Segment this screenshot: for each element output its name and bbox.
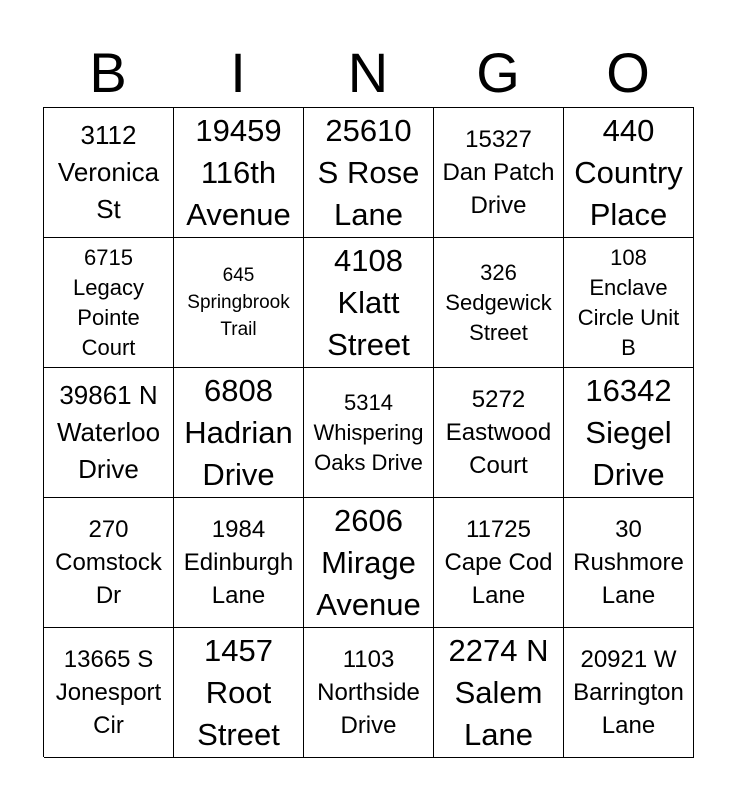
bingo-cell-r3-c5[interactable] — [564, 368, 694, 498]
cell-text: 326 Sedgewick Street — [445, 259, 552, 345]
bingo-cell-r4-c2[interactable] — [174, 498, 304, 628]
cell-text: 1984 Edinburgh Lane — [183, 516, 294, 609]
bingo-cell-r5-c1[interactable] — [44, 628, 174, 758]
cell-text: 1103 Northside Drive — [317, 646, 420, 739]
bingo-header — [43, 40, 693, 106]
bingo-cell-r1-c5[interactable] — [564, 108, 694, 238]
bingo-cell-r2-c3[interactable] — [304, 238, 434, 368]
bingo-cell-r2-c4[interactable] — [434, 238, 564, 368]
bingo-cell-r3-c3[interactable] — [304, 368, 434, 498]
cell-text: 6715 Legacy Pointe Court — [73, 244, 144, 360]
cell-text: 270 Comstock Dr — [55, 516, 162, 609]
header-letter-b: B — [89, 41, 127, 104]
cell-text: 19459 116th Avenue — [186, 112, 291, 232]
bingo-cell-r1-c2[interactable] — [174, 108, 304, 238]
cell-text: 5272 Eastwood Court — [445, 386, 552, 479]
cell-text: 5314 Whispering Oaks Drive — [313, 389, 424, 475]
header-letter-n: N — [347, 41, 389, 104]
cell-text: 16342 Siegel Drive — [585, 372, 672, 492]
bingo-cell-r3-c2[interactable] — [174, 368, 304, 498]
header-letter-g: G — [476, 41, 520, 104]
bingo-cell-r3-c4[interactable] — [434, 368, 564, 498]
cell-text: 645 Springbrook Trail — [187, 265, 290, 340]
cell-text: 20921 W Barrington Lane — [573, 646, 684, 739]
cell-text: 4108 Klatt Street — [327, 242, 410, 362]
bingo-cell-r5-c3[interactable] — [304, 628, 434, 758]
cell-text: 440 Country Place — [574, 112, 683, 232]
cell-text: 13665 S Jonesport Cir — [55, 646, 162, 739]
bingo-cell-r2-c5[interactable] — [564, 238, 694, 368]
bingo-cell-r2-c1[interactable] — [44, 238, 174, 368]
cell-text: 2274 N Salem Lane — [448, 632, 549, 752]
bingo-cell-r1-c4[interactable] — [434, 108, 564, 238]
bingo-cell-r1-c1[interactable] — [44, 108, 174, 238]
cell-text: 11725 Cape Cod Lane — [444, 516, 553, 609]
cell-text: 39861 N Waterloo Drive — [56, 380, 161, 484]
bingo-cell-r1-c3[interactable] — [304, 108, 434, 238]
bingo-cell-r5-c4[interactable] — [434, 628, 564, 758]
bingo-cell-r4-c5[interactable] — [564, 498, 694, 628]
bingo-cell-r5-c5[interactable] — [564, 628, 694, 758]
bingo-cell-r4-c4[interactable] — [434, 498, 564, 628]
cell-text: 15327 Dan Patch Drive — [442, 126, 555, 219]
cell-text: 3112 Veronica St — [57, 120, 160, 224]
cell-text: 30 Rushmore Lane — [573, 516, 684, 609]
bingo-cell-r3-c1[interactable] — [44, 368, 174, 498]
cell-text: 25610 S Rose Lane — [317, 112, 420, 232]
bingo-grid — [43, 107, 694, 757]
bingo-cell-r4-c1[interactable] — [44, 498, 174, 628]
cell-text: 6808 Hadrian Drive — [184, 372, 293, 492]
bingo-cell-r5-c2[interactable] — [174, 628, 304, 758]
cell-text: 108 Enclave Circle Unit B — [577, 244, 680, 360]
cell-text: 1457 Root Street — [197, 632, 280, 752]
header-letter-i: I — [230, 41, 246, 104]
bingo-cell-r2-c2[interactable] — [174, 238, 304, 368]
bingo-cell-r4-c3[interactable] — [304, 498, 434, 628]
header-letter-o: O — [606, 41, 650, 104]
cell-text: 2606 Mirage Avenue — [316, 502, 421, 622]
